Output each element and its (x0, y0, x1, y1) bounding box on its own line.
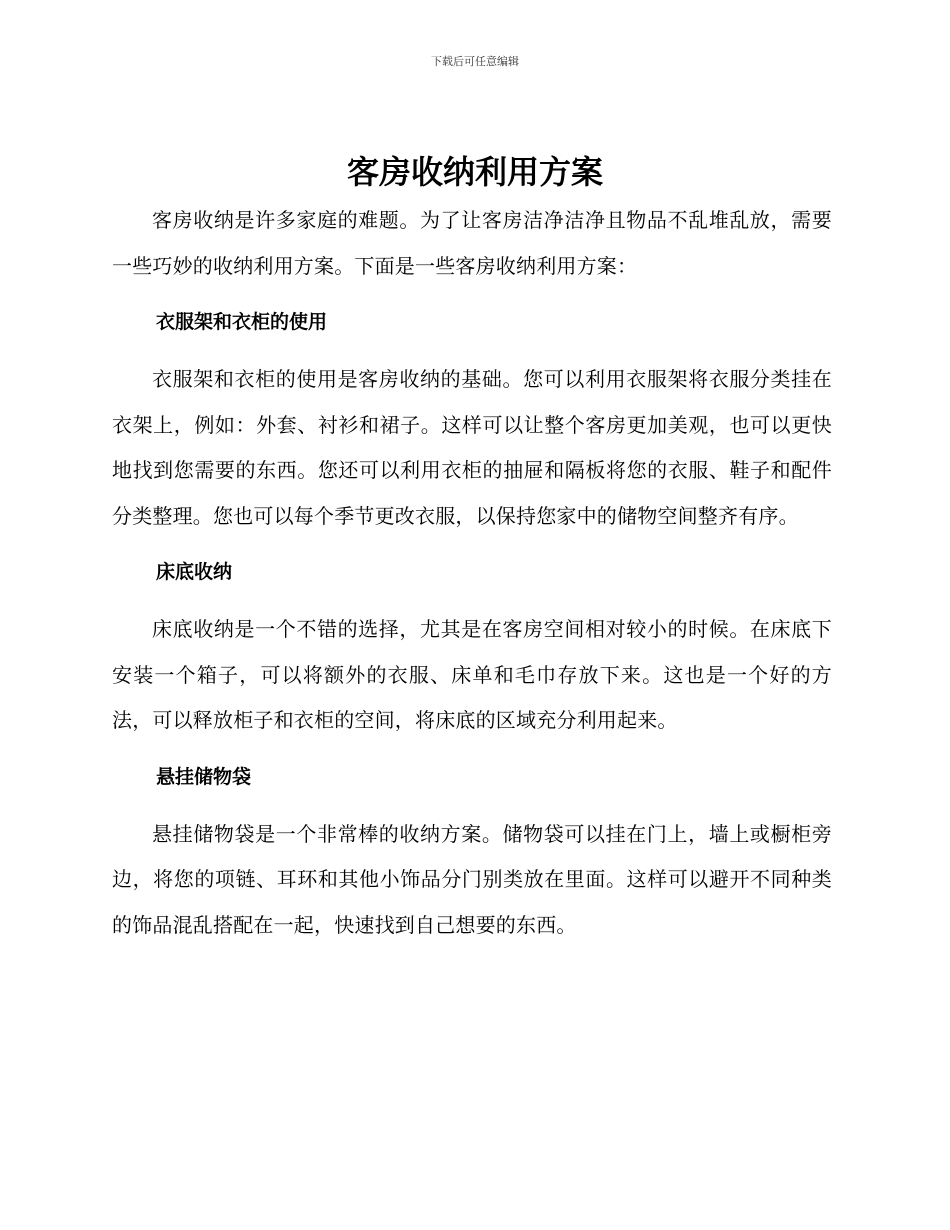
page-header-note: 下载后可任意编辑 (431, 55, 519, 68)
document-title: 客房收纳利用方案 (346, 153, 603, 191)
intro-paragraph: 客房收纳是许多家庭的难题。为了让客房洁净洁净且物品不乱堆乱放，需要一些巧妙的收纳利用方案。下面是一些客房收纳利用方案： (112, 208, 832, 278)
section-body-under-bed: 床底收纳是一个不错的选择，尤其是在客房空间相对较小的时候。在床底下安装一个箱子，可以将额外的衣服、床单和毛巾存放下来。这也是一个好的方法，可以释放柜子和衣柜的空间，将床底的区域充分利用起来。 (112, 617, 832, 732)
section-heading-hanging-bags: 悬挂储物袋 (156, 765, 252, 788)
document-body (112, 198, 832, 948)
section-heading-under-bed: 床底收纳 (156, 561, 233, 583)
section-body-hanging-bags: 悬挂储物袋是一个非常棒的收纳方案。储物袋可以挂在门上，墙上或橱柜旁边，将您的项链、耳环和其他小饰品分门别类放在里面。这样可以避开不同种类的饰品混乱搭配在一起，快速找到自己想要的东西。 (112, 821, 832, 937)
section-heading-wardrobe: 衣服架和衣柜的使用 (156, 311, 328, 333)
section-body-wardrobe: 衣服架和衣柜的使用是客房收纳的基础。您可以利用衣服架将衣服分类挂在衣架上，例如：外套、衬衫和裙子。这样可以让整个客房更加美观，也可以更快地找到您需要的东西。您还可以利用衣柜的抽屉和隔板将您的衣服、鞋子和配件分类整理。您也可以每个季节更改衣服，以保持您家中的储物空间整齐有序。 (112, 367, 832, 528)
